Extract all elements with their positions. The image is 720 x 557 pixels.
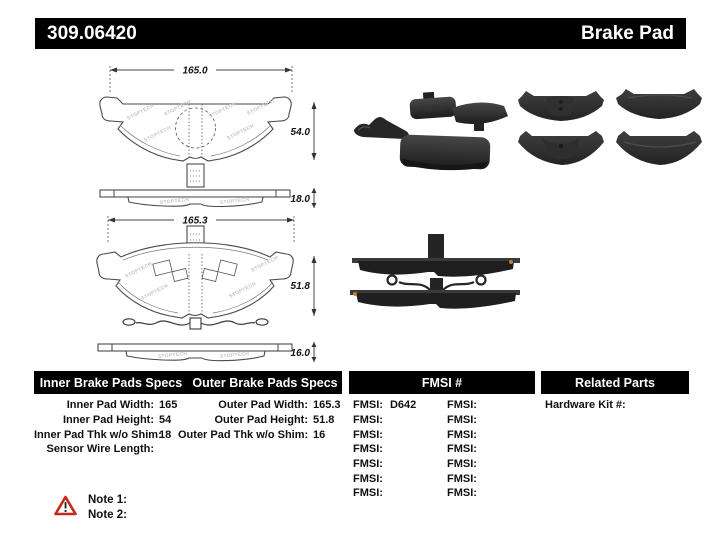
part-number: 309.06420 [47, 22, 137, 44]
outer-width-dim-label: 165.3 [182, 215, 208, 227]
outer-height-dim-label: 51.8 [290, 281, 310, 292]
fmsi-row: FMSI: [447, 399, 477, 412]
fmsi-list-2 [447, 398, 484, 501]
pad-edge-bottom [350, 276, 520, 309]
related-parts-list [545, 398, 633, 413]
pad-photo-top-right [616, 89, 702, 119]
fmsi-row: FMSI: [447, 443, 477, 456]
pads-angled-photo [352, 90, 514, 190]
fmsi-header: FMSI # [421, 375, 463, 390]
fmsi-row: FMSI: [447, 414, 477, 427]
outer-spec-row: Outer Pad Height: 51.8 [214, 414, 335, 427]
inner-pad-side-view [100, 190, 290, 197]
notes-block [88, 493, 134, 523]
outer-specs-header: Outer Brake Pads Specs [192, 375, 338, 390]
related-parts-header-bar [541, 371, 689, 394]
outer-spec-row: Outer Pad Width: 165.3 [218, 399, 341, 412]
fmsi-row: FMSI: [447, 428, 477, 441]
inner-spec-row: Inner Pad Width: 165 [66, 399, 178, 412]
svg-text:STOPTECH: STOPTECH [219, 196, 250, 206]
pad-photo-bottom-left [518, 131, 604, 165]
inner-thickness-dim-label: 18.0 [290, 194, 310, 205]
svg-text:STOPTECH: STOPTECH [250, 255, 280, 274]
fmsi-row: FMSI: [353, 428, 383, 441]
outer-pad-technical-drawing [70, 210, 322, 362]
fmsi-row: FMSI: [353, 443, 383, 456]
svg-text:STOPTECH: STOPTECH [246, 98, 276, 117]
fmsi-header-bar [349, 371, 535, 394]
svg-text:STOPTECH: STOPTECH [228, 281, 258, 300]
outer-spec-row: Outer Pad Thk w/o Shim: 16 [178, 428, 326, 441]
inner-width-dim-label: 165.0 [182, 65, 208, 77]
header-bar [35, 18, 686, 49]
outer-pad-front-view [97, 243, 293, 318]
pad-photo-top-left [518, 91, 604, 121]
inner-spec-row: Inner Pad Thk w/o Shim: 18 [34, 428, 172, 441]
related-part-row: Hardware Kit #: [545, 399, 626, 412]
outer-specs-list [178, 398, 341, 442]
fmsi-row: FMSI: [447, 458, 477, 471]
svg-text:STOPTECH: STOPTECH [163, 99, 193, 118]
fmsi-row: FMSI: [447, 472, 477, 485]
fmsi-row: FMSI: [353, 458, 383, 471]
fmsi-row: FMSI: [447, 487, 477, 500]
outer-pad-side-view [98, 344, 292, 351]
inner-spec-row: Inner Pad Height: 54 [62, 414, 172, 427]
svg-text:STOPTECH: STOPTECH [208, 101, 238, 120]
related-parts-header: Related Parts [575, 375, 655, 390]
fmsi-row: FMSI: D642 [353, 399, 417, 412]
inner-specs-header: Inner Brake Pads Specs [39, 375, 183, 390]
svg-text:STOPTECH: STOPTECH [159, 196, 190, 206]
pad-photo-bottom-right [616, 131, 702, 165]
sensor-wire-detail [123, 318, 268, 329]
note-row: Note 2: [88, 509, 127, 521]
pads-edge-photo [350, 230, 522, 328]
svg-text:STOPTECH: STOPTECH [124, 261, 154, 280]
note-row: Note 1: [88, 494, 127, 506]
svg-text:STOPTECH: STOPTECH [219, 350, 250, 360]
fmsi-row: FMSI: [353, 414, 383, 427]
outer-thickness-dim-label: 16.0 [290, 348, 310, 359]
svg-text:STOPTECH: STOPTECH [143, 125, 173, 144]
svg-text:STOPTECH: STOPTECH [140, 283, 170, 302]
fmsi-row: FMSI: [353, 472, 383, 485]
svg-text:STOPTECH: STOPTECH [126, 103, 156, 122]
product-name: Brake Pad [581, 22, 674, 44]
inner-height-dim-label: 54.0 [290, 127, 310, 138]
svg-text:STOPTECH: STOPTECH [226, 123, 256, 142]
pads-specs-header-bar [34, 371, 342, 394]
inner-specs-list [34, 398, 177, 457]
pad-edge-top [352, 234, 520, 277]
inner-pad-technical-drawing [70, 60, 322, 208]
svg-text:STOPTECH: STOPTECH [157, 350, 188, 360]
fmsi-list-1 [353, 398, 416, 501]
fmsi-row: FMSI: [353, 487, 383, 500]
warning-triangle-icon [54, 495, 77, 516]
pad-set-photo [516, 88, 708, 170]
inner-spec-row: Sensor Wire Length: [46, 443, 154, 456]
